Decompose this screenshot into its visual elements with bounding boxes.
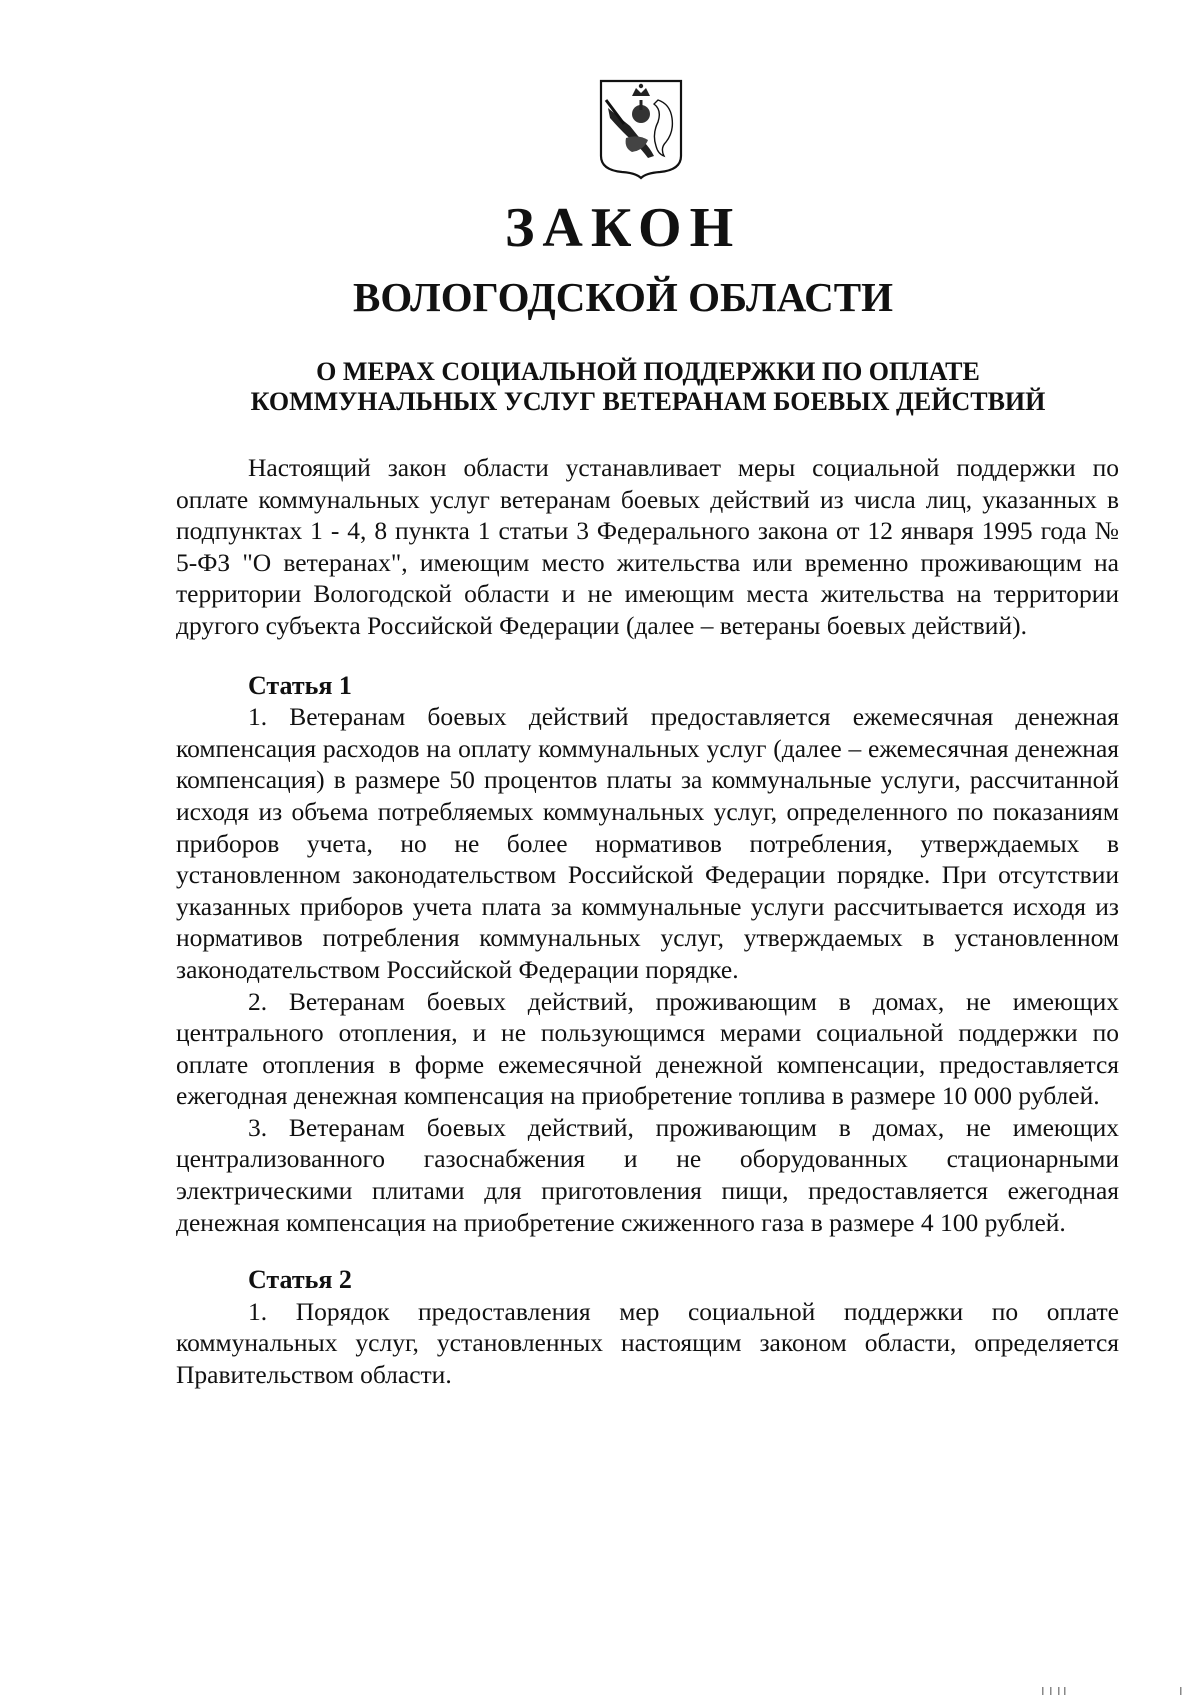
spacer bbox=[176, 1238, 1119, 1264]
law-title: ЗАКОН bbox=[504, 197, 742, 259]
article-1-paragraph-2: 2. Ветеранам боевых действий, проживающим в домах, не имеющих центрального отопления, и не пользующимся мерами социальной поддержки по оплате отопления в форме ежемесячной денежной компенсации, предоставляется ежегодная денежная компенсация на приобретение топлива в размере 10 000 рублей. bbox=[176, 986, 1119, 1111]
coat-of-arms-emblem bbox=[598, 78, 684, 180]
article-1-heading: Статья 1 bbox=[248, 670, 352, 700]
spacer bbox=[176, 642, 1119, 670]
article-2-heading: Статья 2 bbox=[248, 1265, 352, 1295]
article-2-paragraph-1: 1. Порядок предоставления мер социальной поддержки по оплате коммунальных услуг, установленных настоящим законом области, определяется Правительством области. bbox=[176, 1296, 1119, 1390]
law-body bbox=[176, 452, 1119, 1391]
subtitle-line-1: О МЕРАХ СОЦИАЛЬНОЙ ПОДДЕРЖКИ ПО ОПЛАТЕ bbox=[316, 357, 980, 386]
article-1-paragraph-1: 1. Ветеранам боевых действий предоставляется ежемесячная денежная компенсация расходов на оплату коммунальных услуг (далее – ежемесячная денежная компенсация) в размере 50 процентов платы за коммунальные услуги, рассчитанной исходя из объема потребляемых коммунальных услуг, определенного по показаниям приборов учета, но не более нормативов потребления, утверждаемых в установленном законодательством Российской Федерации порядке. При отсутствии указанных приборов учета плата за коммунальные услуги рассчитывается исходя из нормативов потребления коммунальных услуг, утверждаемых в установленном законодательством Российской Федерации порядке. bbox=[176, 702, 1119, 984]
article-1-paragraph-3: 3. Ветеранам боевых действий, проживающим в домах, не имеющих централизованного газоснабжения и не оборудованных стационарными электрическими плитами для приготовления пищи, предоставляется ежегодная денежная компенсация на приобретение сжиженного газа в размере 4 100 рублей. bbox=[176, 1112, 1119, 1237]
scan-marks bbox=[1040, 1685, 1190, 1695]
subtitle-line-2: КОММУНАЛЬНЫХ УСЛУГ ВЕТЕРАНАМ БОЕВЫХ ДЕЙСТВИЙ bbox=[250, 387, 1046, 416]
law-subtitle bbox=[176, 357, 1120, 417]
preamble-paragraph: Настоящий закон области устанавливает меры социальной поддержки по оплате коммунальных услуг ветеранам боевых действий из числа лиц, указанных в подпунктах 1 - 4, 8 пункта 1 статьи 3 Федерального закона от 12 января 1995 года № 5-ФЗ "О ветеранах", имеющим место жительства или временно проживающим на территории Вологодской области и не имеющим места жительства на территории другого субъекта Российской Федерации (далее – ветераны боевых действий). bbox=[176, 453, 1119, 640]
region-title: ВОЛОГОДСКОЙ ОБЛАСТИ bbox=[352, 274, 894, 320]
